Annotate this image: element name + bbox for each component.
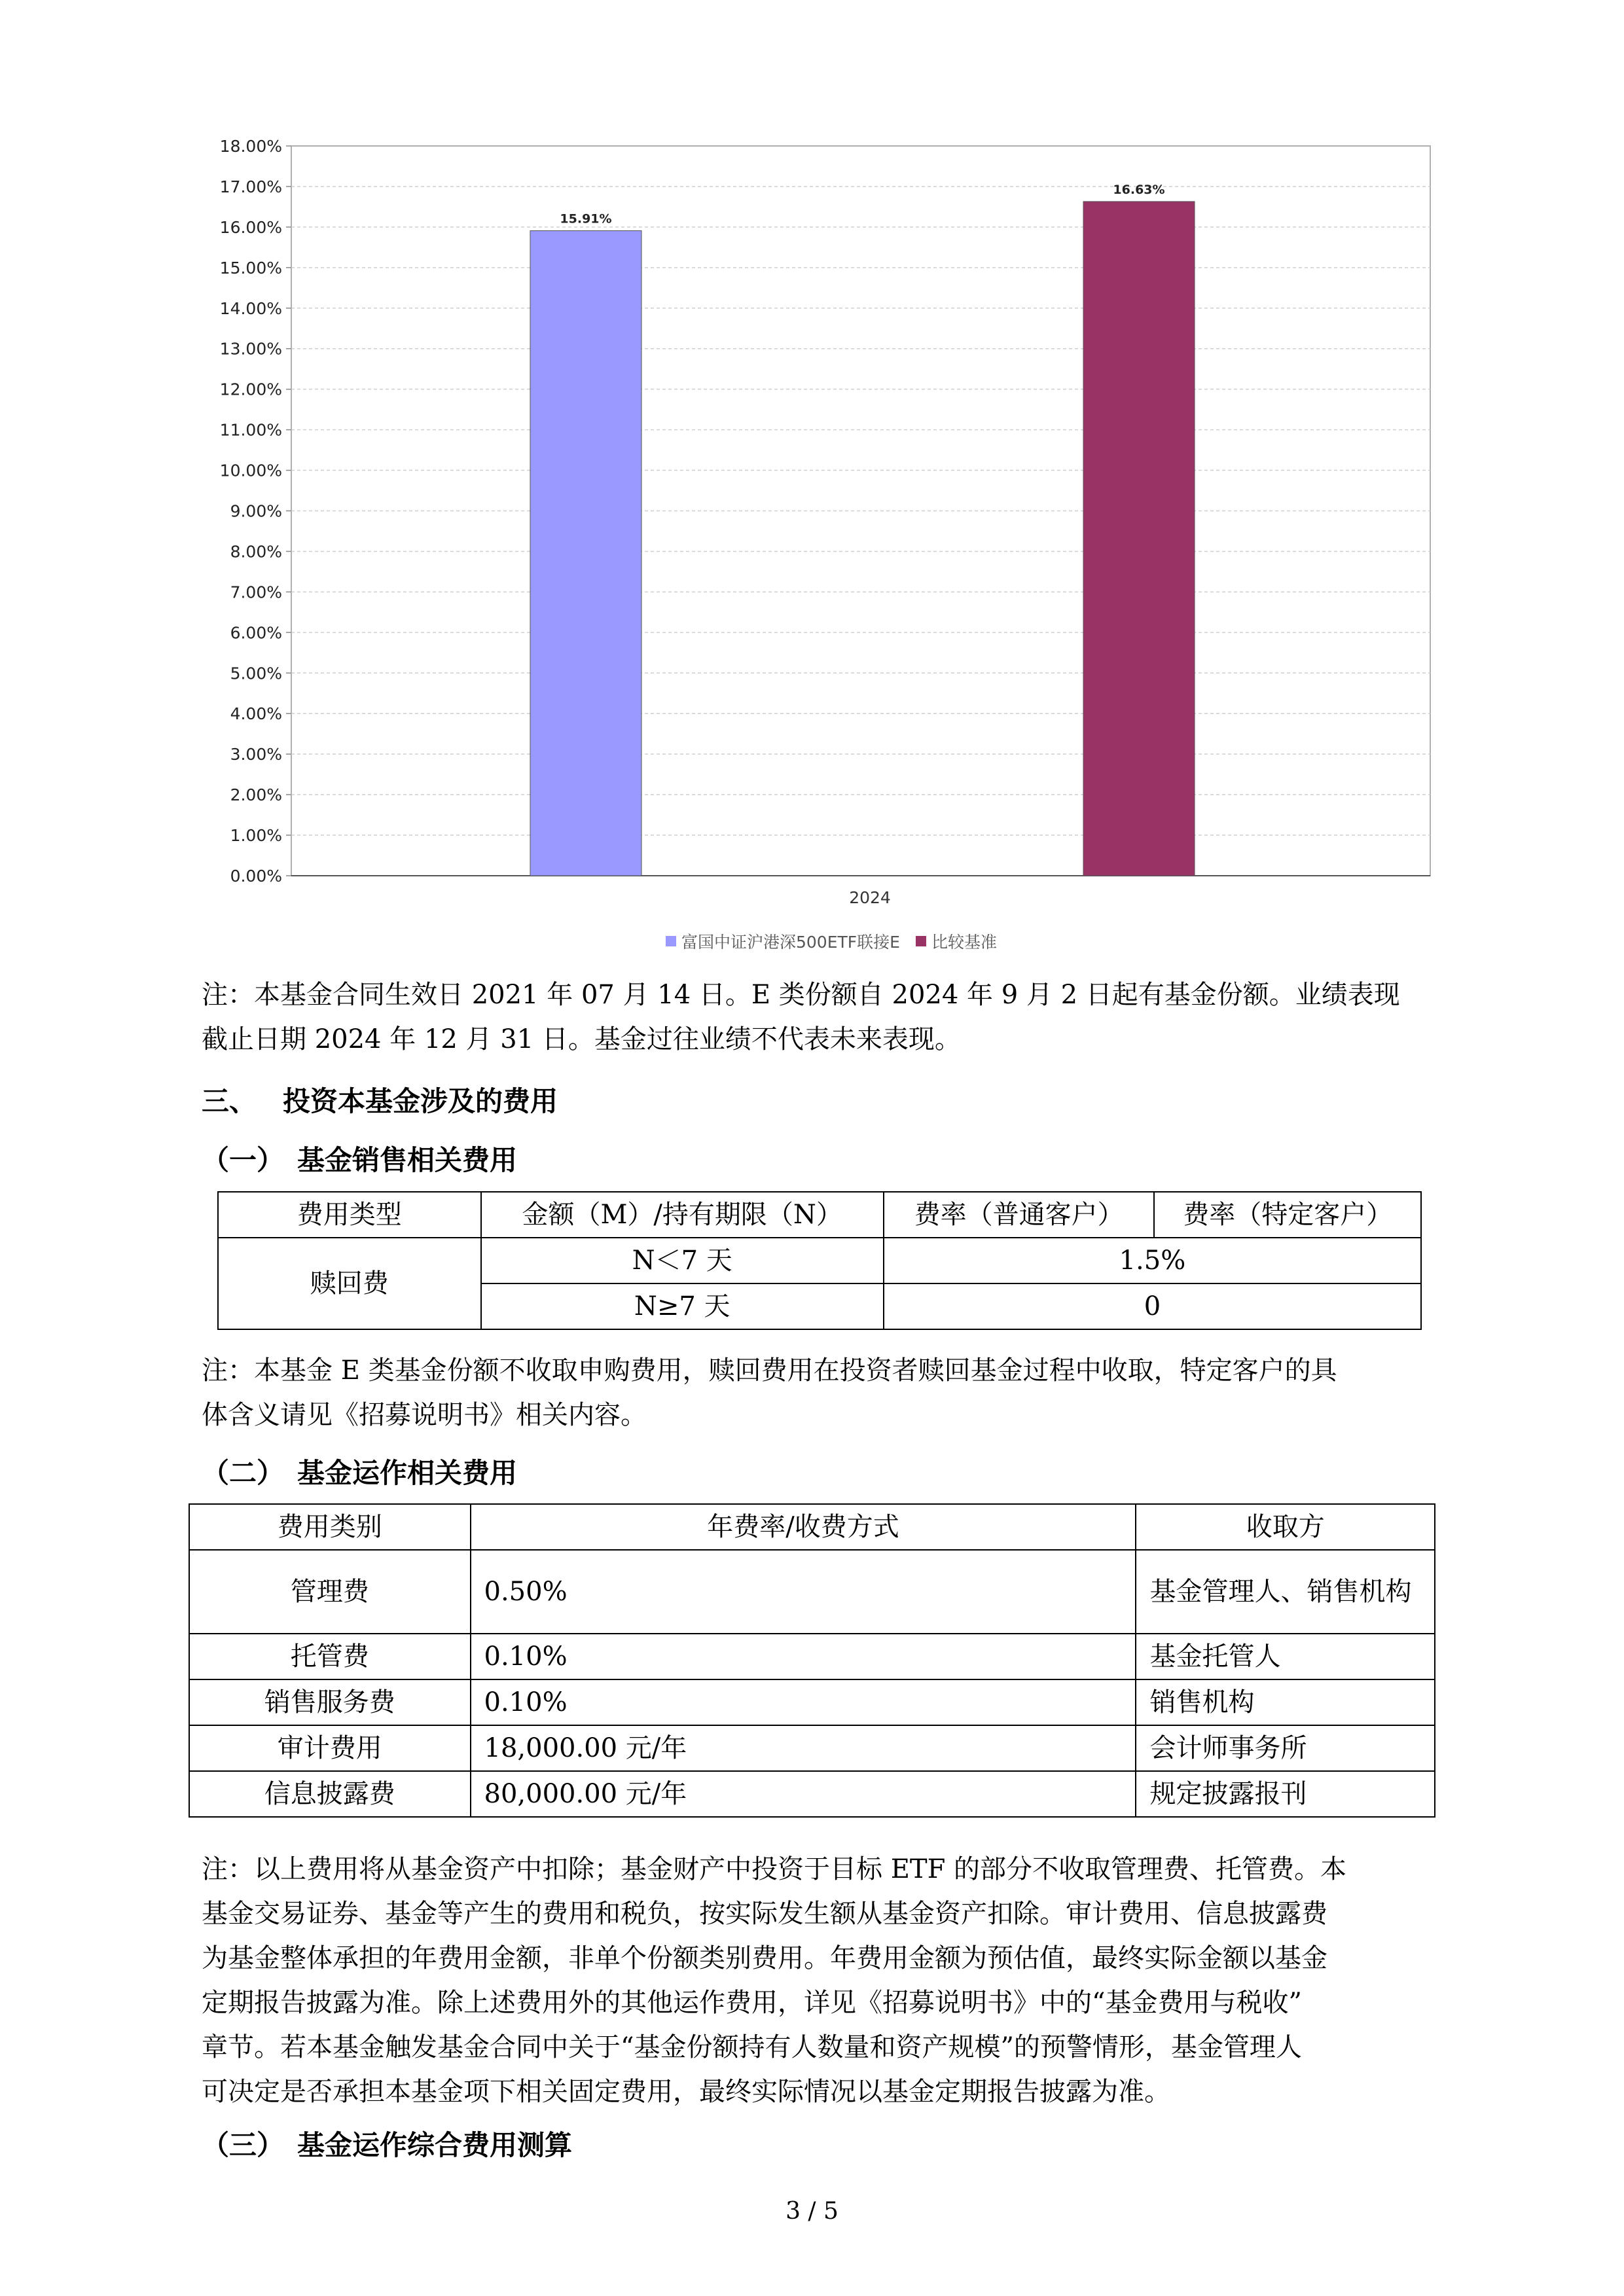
y-tick-label: 5.00% (230, 664, 282, 683)
chart-bars (530, 183, 1195, 876)
chart-note-line: 截止日期 2024 年 12 月 31 日。基金过往业绩不代表未来表现。 (202, 1024, 961, 1054)
ops-note-line: 基金交易证券、基金等产生的费用和税负，按实际发生额从基金资产扣除。审计费用、信息披露费 (202, 1899, 1327, 1929)
table-row (218, 1238, 1421, 1283)
table-header-row (189, 1504, 1435, 1550)
sales-fee-note (202, 1348, 1439, 1437)
bar-data-label: 16.63% (1113, 182, 1165, 197)
fee-category-cell: 销售服务费 (189, 1679, 471, 1725)
y-tick-label: 15.00% (219, 258, 282, 278)
y-tick-label: 13.00% (219, 339, 282, 359)
y-tick-label: 10.00% (219, 461, 282, 480)
table-header-cell: 收取方 (1136, 1504, 1435, 1550)
fee-rate-cell: 18,000.00 元/年 (471, 1725, 1136, 1771)
chart-note (202, 973, 1439, 1062)
operation-fee-note (202, 1847, 1439, 2114)
fee-category-cell: 管理费 (189, 1550, 471, 1634)
subsection-heading (202, 1142, 517, 1179)
ops-note-line: 可决定是否承担本基金项下相关固定费用，最终实际情况以基金定期报告披露为准。 (202, 2077, 1170, 2107)
ops-note-line: 注：以上费用将从基金资产中扣除；基金财产中投资于目标 ETF 的部分不收取管理费、托管费。本 (202, 1854, 1347, 1884)
table-row (189, 1771, 1435, 1817)
y-tick-label: 14.00% (219, 298, 282, 318)
y-tick-label: 4.00% (230, 704, 282, 724)
legend-swatch (916, 936, 926, 946)
section-heading (202, 1083, 558, 1120)
table-header-cell: 年费率/收费方式 (471, 1504, 1136, 1550)
table-header-cell: 金额（M）/持有期限（N） (481, 1192, 884, 1238)
y-tick-label: 11.00% (219, 420, 282, 440)
y-tick-label: 1.00% (230, 826, 282, 846)
table-header-row (218, 1192, 1421, 1238)
fee-payee-cell: 基金托管人 (1136, 1634, 1435, 1679)
subsection-number: （三） (202, 2129, 285, 2161)
fee-payee-cell: 基金管理人、销售机构 (1136, 1550, 1435, 1634)
fee-payee-cell: 销售机构 (1136, 1679, 1435, 1725)
table-header-cell: 费率（普通客户） (884, 1192, 1155, 1238)
bar (1083, 202, 1195, 876)
y-tick-label: 9.00% (230, 501, 282, 521)
subsection-heading (202, 2127, 572, 2164)
fee-rate-cell: 0.10% (471, 1679, 1136, 1725)
legend-label: 比较基准 (931, 933, 997, 952)
fee-rate-cell: 0.50% (471, 1550, 1136, 1634)
y-tick-label: 8.00% (230, 542, 282, 562)
y-tick-label: 2.00% (230, 785, 282, 805)
performance-bar-chart (203, 134, 1447, 965)
y-tick-label: 7.00% (230, 583, 282, 602)
holding-period-cell: N＜7 天 (481, 1238, 884, 1283)
table-row (189, 1634, 1435, 1679)
fee-category-cell: 审计费用 (189, 1725, 471, 1771)
chart-legend (666, 933, 997, 952)
table-header-cell: 费用类型 (218, 1192, 481, 1238)
page-number: 3 / 5 (785, 2198, 839, 2225)
section-title: 投资本基金涉及的费用 (283, 1085, 558, 1117)
y-tick-label: 12.00% (219, 380, 282, 399)
subsection-title: 基金运作相关费用 (297, 1457, 518, 1489)
subsection-number: （一） (202, 1144, 285, 1176)
subsection-title: 基金运作综合费用测算 (297, 2129, 573, 2161)
y-axis-ticks (220, 137, 291, 886)
sales-note-line: 体含义请见《招募说明书》相关内容。 (202, 1400, 647, 1430)
ops-note-line: 定期报告披露为准。除上述费用外的其他运作费用，详见《招募说明书》中的“基金费用与税收” (202, 1988, 1302, 2018)
fee-payee-cell: 规定披露报刊 (1136, 1771, 1435, 1817)
section-number: 三、 (202, 1085, 257, 1117)
y-tick-label: 17.00% (219, 177, 282, 196)
fee-payee-cell: 会计师事务所 (1136, 1725, 1435, 1771)
y-tick-label: 6.00% (230, 623, 282, 643)
ops-note-line: 为基金整体承担的年费用金额，非单个份额类别费用。年费用金额为预估值，最终实际金额以基金 (202, 1943, 1327, 1973)
y-tick-label: 16.00% (219, 217, 282, 237)
y-tick-label: 0.00% (230, 867, 282, 886)
sales-fee-table (217, 1191, 1422, 1330)
holding-period-cell: N≥7 天 (481, 1283, 884, 1329)
legend-swatch (666, 936, 676, 946)
fee-category-cell: 信息披露费 (189, 1771, 471, 1817)
x-tick-label: 2024 (849, 888, 891, 907)
bar-data-label: 15.91% (560, 211, 612, 226)
fee-rate-cell: 0.10% (471, 1634, 1136, 1679)
fee-rate-cell: 80,000.00 元/年 (471, 1771, 1136, 1817)
subsection-heading (202, 1455, 517, 1492)
chart-note-line: 注：本基金合同生效日 2021 年 07 月 14 日。E 类份额自 2024 年 9 月 2 日起有基金份额。业绩表现 (202, 980, 1400, 1010)
ops-note-line: 章节。若本基金触发基金合同中关于“基金份额持有人数量和资产规模”的预警情形，基金管理人 (202, 2032, 1302, 2062)
subsection-title: 基金销售相关费用 (297, 1144, 518, 1176)
table-row (189, 1679, 1435, 1725)
subsection-number: （二） (202, 1457, 285, 1489)
fee-rate-cell: 1.5% (884, 1238, 1421, 1283)
table-row (189, 1550, 1435, 1634)
operation-fee-table (189, 1503, 1435, 1818)
x-axis-ticks (849, 888, 891, 907)
sales-note-line: 注：本基金 E 类基金份额不收取申购费用，赎回费用在投资者赎回基金过程中收取，特定客户的具 (202, 1355, 1337, 1386)
chart-grid (291, 146, 1430, 876)
y-tick-label: 3.00% (230, 745, 282, 764)
legend-label: 富国中证沪港深500ETF联接E (681, 933, 900, 952)
bar (530, 230, 641, 876)
table-header-cell: 费率（特定客户） (1154, 1192, 1421, 1238)
fee-category-cell: 托管费 (189, 1634, 471, 1679)
y-tick-label: 18.00% (219, 137, 282, 156)
fee-rate-cell: 0 (884, 1283, 1421, 1329)
table-header-cell: 费用类别 (189, 1504, 471, 1550)
fee-type-cell: 赎回费 (218, 1238, 481, 1329)
table-row (189, 1725, 1435, 1771)
